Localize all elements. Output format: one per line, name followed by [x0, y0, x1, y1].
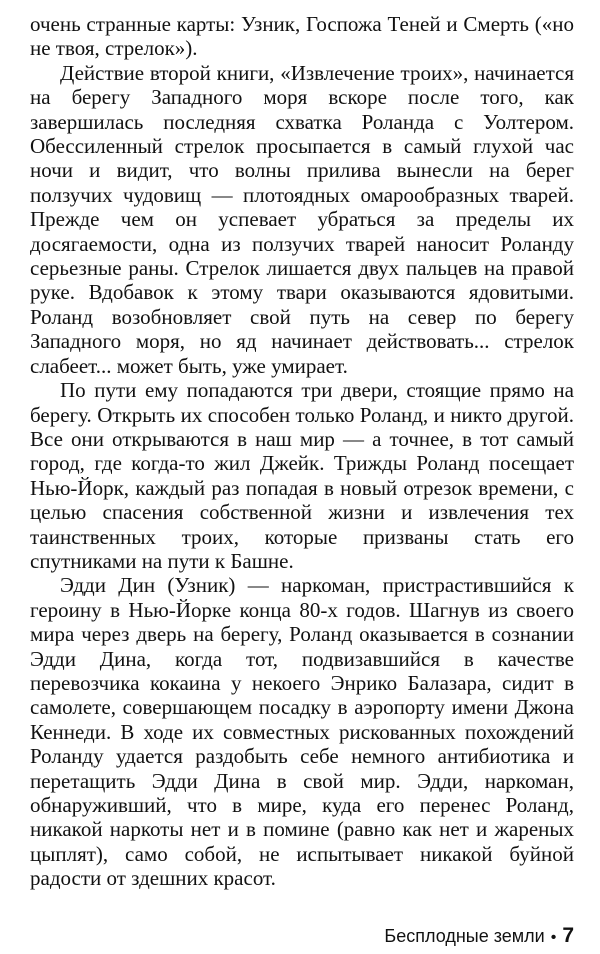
footer-separator: •	[550, 929, 557, 946]
page-text	[30, 12, 574, 891]
paragraph-three-doors: По пути ему попадаются три двери, стоящие прямо на берегу. Открыть их способен только Роланд, и никто другой. Все они открываются в наш мир — а точнее, в тот самый город, где когда-то жил Джейк. Трижды Роланд посещает Нью-Йорк, каждый раз попадая в новый отрезок времени, с целью спасения собственной жизни и извлечения тех таинственных троих, которые призваны стать его спутниками на пути к Башне.	[30, 378, 574, 573]
page-number: 7	[562, 924, 574, 947]
page-footer	[0, 924, 574, 950]
paragraph-second-book: Действие второй книги, «Извлечение троих», начинается на берегу Западного моря вскоре после того, как завершилась последняя схватка Роланда с Уолтером. Обессиленный стрелок просыпается в самый глухой час ночи и видит, что волны прилива вынесли на берег ползучих чудовищ — плотоядных омарообразных тварей. Прежде чем он успевает убраться за пределы их досягаемости, одна из ползучих тварей наносит Роланду серьезные раны. Стрелок лишается двух пальцев на правой руке. Вдобавок к этому твари оказываются ядовитыми. Роланд возобновляет свой путь на север по берегу Западного моря, но яд начинает действовать... стрелок слабеет... может быть, уже умирает.	[30, 60, 574, 378]
paragraph-eddie-dean: Эдди Дин (Узник) — наркоман, пристрастившийся к героину в Нью-Йорке конца 80-х годов. Шагнув из своего мира через дверь на берегу, Роланд оказывается в сознании Эдди Дина, когда тот, подвизавшийся в качестве перевозчика кокаина у некоего Энрико Балазара, сидит в самолете, совершающем посадку в аэропорту имени Джона Кеннеди. В ходе их совместных рискованных похождений Роланду удается раздобыть себе немного антибиотика и перетащить Эдди Дина в свой мир. Эдди, наркоман, обнаруживший, что в мире, куда его перенес Роланд, никакой наркоты нет и в помине (равно как нет и жареных цыплят), само собой, не испытывает никакой буйной радости от здешних красот.	[30, 573, 574, 891]
running-title: Бесплодные земли	[384, 926, 545, 946]
paragraph-continuation: очень странные карты: Узник, Госпожа Теней и Смерть («но не твоя, стрелок»).	[30, 12, 574, 61]
